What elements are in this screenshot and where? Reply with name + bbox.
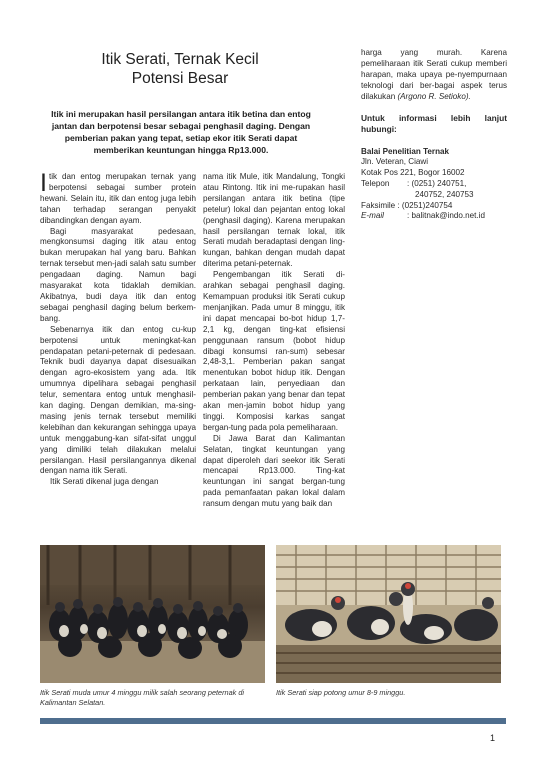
contact-address-1: Jln. Veteran, Ciawi [361,157,429,167]
ducks-pen-illustration [40,545,265,683]
caption-photo-2: Itik Serati siap potong umur 8-9 minggu. [276,688,406,697]
col3-p1-text: harga yang murah. Karena pemeliharaan itik Serati cukup memberi harapan, maka upaya pe-nyempurnaan teknologi dari ber-bagai aspek terus dilakukan [361,48,507,101]
photo-market-ready-ducks [276,545,501,683]
col2-paragraph-1: nama itik Mule, itik Mandalung, Tongki atau Rintong. Itik ini me-rupakan hasil persilangan antara itik betina (tipe petelur) lokal dan pejantan entog lokal (penghasil daging). Karena merupakan hasil persilangan ternak lokal, itik Serati mudah beradaptasi dengan ling-kungan, bahkan dengan mudah dapat diterima petani-peternak. [203,172,345,269]
col1-paragraph-2: Bagi masyarakat pedesaan, mengkonsumsi daging itik atau entog bukan merupakan hal yang baru. Bahkan ternak tersebut men-jadi salah satu sumber pengadaan daging. Namun bagi masyarakat kota tidaklah demikian. Akibatnya, budi daya itik dan entog sebagai penghasil daging belum berkem-bang. [40,226,196,323]
contact-phone-row [361,179,507,190]
column-3 [361,48,507,222]
ducks-slatted-floor-illustration [276,545,501,683]
author-credit: (Argono R. Setioko). [397,91,471,101]
column-2 [203,172,345,510]
contact-phone-row-2 [361,190,507,201]
phone-value-2: 240752, 240753 [415,189,474,199]
col1-p1-text: tik dan entog merupakan ternak yang berpotensi sebagai sumber protein hewani. Selain itu, itik dan entog juga lebih tahan terhadap serangan penyakit dibandingkan dengan ayam. [40,172,196,225]
article-title [40,50,320,88]
col1-paragraph-4: Itik Serati dikenal juga dengan [50,477,159,487]
email-value[interactable]: : balitnak@indo.net.id [407,211,485,221]
column-1 [40,169,196,488]
contact-org: Balai Penelitian Ternak [361,146,450,156]
email-label: E-mail [361,211,384,221]
photo-young-serati-ducks [40,545,265,683]
title-line-1: Itik Serati, Ternak Kecil [101,51,259,68]
contact-address-2: Kotak Pos 221, Bogor 16002 [361,168,465,178]
caption-photo-1: Itik Serati muda umur 4 minggu milik salah seorang peternak di Kalimantan Selatan. [40,688,245,707]
col2-paragraph-3: Di Jawa Barat dan Kalimantan Selatan, tingkat keuntungan yang dapat diperoleh dari seekor itik Serati mencapai Rp13.000. Ting-kat keuntungan ini sangat bergan-tung pada pemanfaatan pakan lokal dalam ransum dengan mutu yang baik dan [203,433,345,509]
phone-value: : (0251) 240751, [407,178,467,188]
col1-paragraph-1 [40,169,196,227]
col1-paragraph-3: Sebenarnya itik dan entog cu-kup berpotensi untuk meningkat-kan pendapatan petani-peternak di pedesaan. Teknik budi dayanya dapat disesuaikan dengan agro-ekosistem yang ada. Itik umumnya dipelihara sebagai penghasil telur, sementara entog untuk menghasil-kan daging. Dengan demikian, ma-sing-masing jenis ternak tersebut memiliki kelebihan dan kekurangan sehingga upaya untuk menggabung-kan sifat-sifat unggul yang dimiliki telah dilakukan melalui persilangan. Hasil persilangannya dikenal dengan nama itik Serati. [40,324,196,476]
title-line-2: Potensi Besar [131,70,229,87]
page-number: 1 [490,733,496,743]
contact-fax: Faksimile : (0251)240754 [361,200,453,210]
footer-rule [40,718,506,724]
phone-label: Telepon [361,178,390,188]
contact-block [361,147,507,223]
contact-heading: Untuk informasi lebih lanjut hubungi: [361,112,507,134]
contact-email-row [361,211,507,222]
col3-paragraph-1 [361,48,507,103]
drop-cap: I [40,169,47,197]
lead-paragraph: Itik ini merupakan hasil persilangan antara itik betina dan entog jantan dan berpotensi besar sebagai penghasil daging. Dengan pemberian pakan yang tepat, setiap ekor itik Serati dapat memberikan keuntungan hingga Rp13.000. [51,109,311,155]
col2-paragraph-2: Pengembangan itik Serati di-arahkan sebagai penghasil daging. Kemampuan produksi itik Serati cukup menjanjikan. Pada umur 8 minggu, itik ini dapat mencapai bo-bot hidup 1,7-2,1 kg, dengan ting-kat efisiensi penggunaan ransum (bobot hidup dibagi konsumsi ran-sum) sebesar 2,48-3,1. Pemberian pakan sangat menentukan bobot hidup itik. Dengan perkataan lain, penyediaan dan pemberian pakan yang benar dan tepat akan men-jamin bobot hidup yang tinggi. Komposisi karkas sangat bergan-tung pada pola pemeliharaan. [203,270,345,432]
